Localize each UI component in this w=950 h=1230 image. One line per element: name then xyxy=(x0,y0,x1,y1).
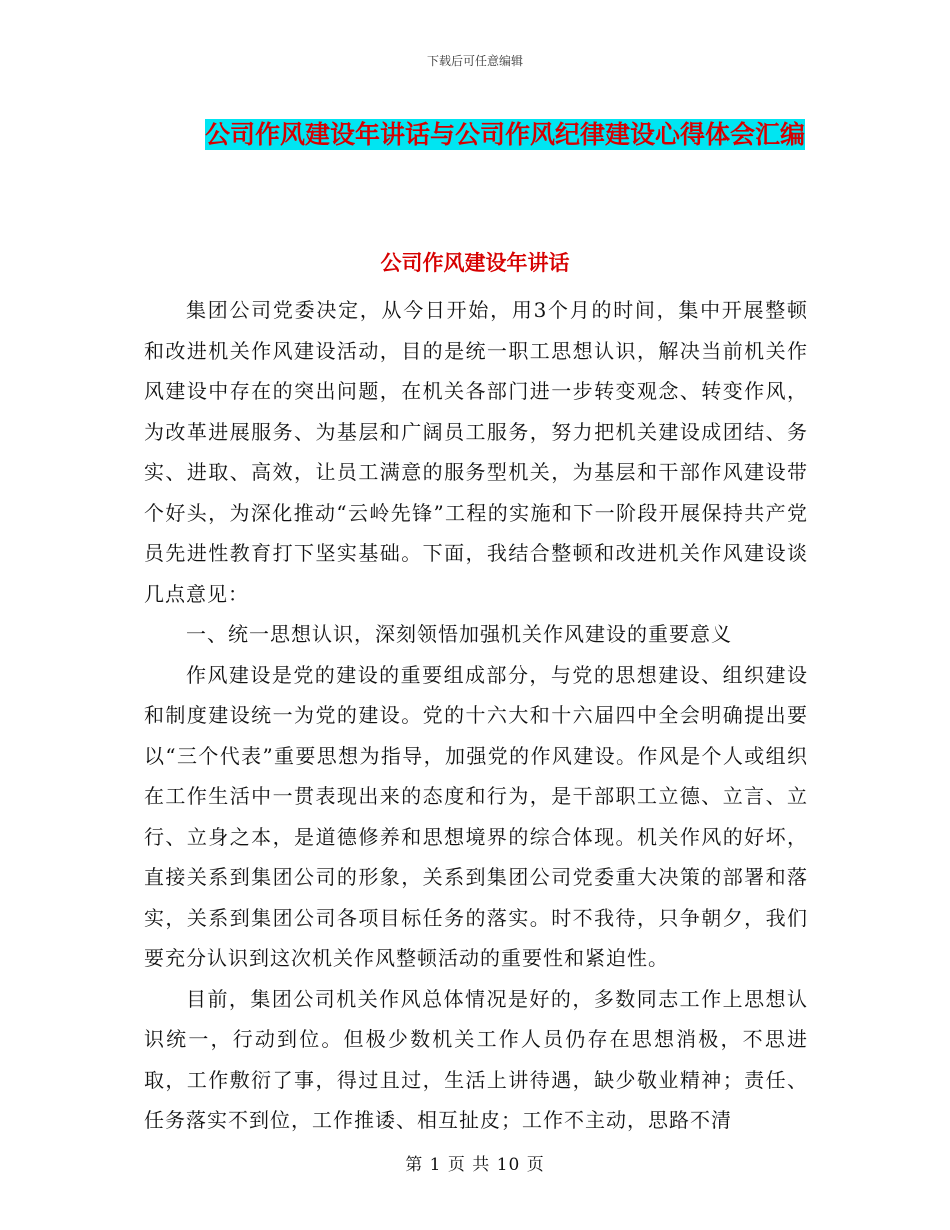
page-number: 第 1 页 共 10 页 xyxy=(405,1155,545,1175)
body-paragraph: 作风建设是党的建设的重要组成部分，与党的思想建设、组织建设和制度建设统一为党的建设。党的十六大和十六届四中全会明确提出要以“三个代表”重要思想为指导，加强党的作风建设。作风是个人或组织在工作生活中一贯表现出来的态度和行为，是干部职工立德、立言、立行、立身之本，是道德修养和思想境界的综合体现。机关作风的好坏，直接关系到集团公司的形象，关系到集团公司党委重大决策的部署和落实，关系到集团公司各项目标任务的落实。时不我待，只争朝夕，我们要充分认识到这次机关作风整顿活动的重要性和紧迫性。 xyxy=(144,662,808,970)
page-header xyxy=(0,54,950,68)
body-paragraph: 集团公司党委决定，从今日开始，用3个月的时间，集中开展整顿和改进机关作风建设活动，目的是统一职工思想认识，解决当前机关作风建设中存在的突出问题，在机关各部门进一步转变观念、转变作风，为改革进展服务、为基层和广阔员工服务，努力把机关建设成团结、务实、进取、高效，让员工满意的服务型机关，为基层和干部作风建设带个好头，为深化推动“云岭先锋”工程的实施和下一阶段开展保持共产党员先进性教育打下坚实基础。下面，我结合整顿和改进机关作风建设谈几点意见： xyxy=(144,298,808,606)
body-paragraph: 一、统一思想认识，深刻领悟加强机关作风建设的重要意义 xyxy=(186,622,732,646)
document-body xyxy=(144,290,808,1141)
section-title: 公司作风建设年讲话 xyxy=(380,250,570,275)
page-footer xyxy=(0,1154,950,1176)
document-title xyxy=(185,110,825,160)
body-paragraph: 目前，集团公司机关作风总体情况是好的，多数同志工作上思想认识统一，行动到位。但极少数机关工作人员仍存在思想消极，不思进取，工作敷衍了事，得过且过，生活上讲待遇，缺少敬业精神；责任、任务落实不到位，工作推诿、相互扯皮；工作不主动，思路不清 xyxy=(144,986,808,1132)
header-note: 下载后可任意编辑 xyxy=(426,54,523,68)
document-title-text: 公司作风建设年讲话与公司作风纪律建设心得体会汇编 xyxy=(204,120,805,149)
